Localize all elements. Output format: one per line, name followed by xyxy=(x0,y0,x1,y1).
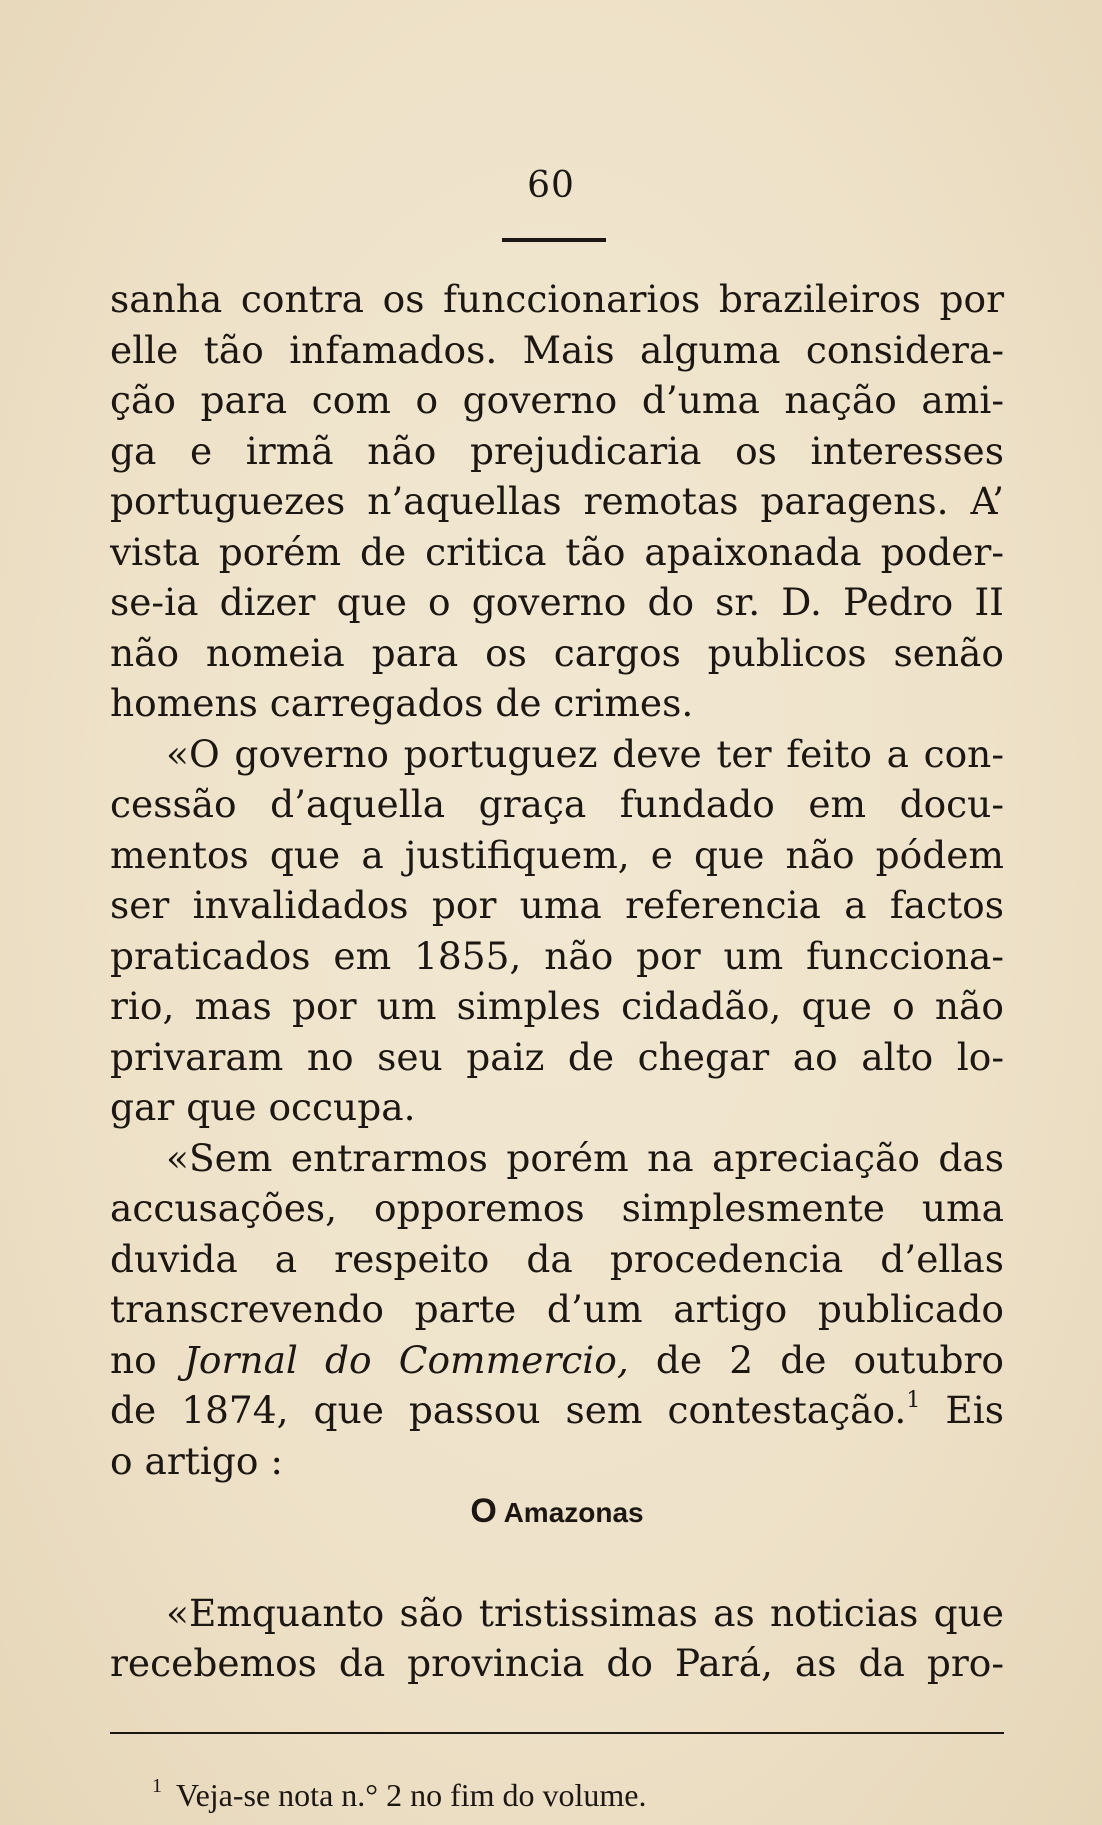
text-line: portuguezes n’aquellas remotas paragens. A’ xyxy=(110,479,1004,523)
text-line: cessão d’aquella graça fundado em docu- xyxy=(110,782,1004,826)
text-line-footnote-ref xyxy=(110,1385,1004,1436)
text-line-journal xyxy=(110,1335,1004,1386)
text-line: transcrevendo parte d’um artigo publicado xyxy=(110,1287,1004,1331)
text-line: privaram no seu paiz de chegar ao alto lo- xyxy=(110,1034,1004,1079)
text-line: gar que occupa. xyxy=(110,1085,416,1129)
text-fragment: de 1874, que passou sem contestação. xyxy=(110,1388,907,1432)
footnote-marker: 1 xyxy=(152,1775,162,1797)
page-body xyxy=(110,274,1004,1689)
text-line: rio, mas por um simples cidadão, que o não xyxy=(110,984,1004,1028)
text-line: vista porém de critica tão apaixonada poder- xyxy=(110,529,1004,574)
paragraph-3 xyxy=(110,1133,1004,1487)
text-line: «Sem entrarmos porém na apreciação das xyxy=(166,1135,1004,1180)
text-line: se-ia dizer que o governo do sr. D. Pedro II xyxy=(110,580,1004,624)
text-line: sanha contra os funccionarios brazileiros por xyxy=(110,277,1004,321)
text-line: o artigo : xyxy=(110,1438,283,1483)
text-fragment: Eis xyxy=(945,1388,1004,1432)
text-line: accusações, opporemos simplesmente uma xyxy=(110,1186,1004,1230)
text-line: ga e irmã não prejudicaria os interesses xyxy=(110,428,1004,473)
footnote-text: Veja-se nota n.° 2 no fim do volume. xyxy=(176,1777,647,1813)
footnote-rule xyxy=(110,1732,1004,1734)
text-line: duvida a respeito da procedencia d’ellas xyxy=(110,1236,1004,1281)
text-line: recebemos da provincia do Pará, as da pro- xyxy=(110,1641,1004,1685)
paragraph-4 xyxy=(110,1588,1004,1689)
text-line: elle tão infamados. Mais alguma considera- xyxy=(110,327,1004,372)
text-fragment: de 2 de outubro xyxy=(655,1337,1005,1382)
journal-title: Jornal do Commercio, xyxy=(183,1337,629,1382)
text-line: praticados em 1855, não por um funcciona- xyxy=(110,933,1004,978)
paragraph-2 xyxy=(110,729,1004,1133)
page-number: 60 xyxy=(527,165,575,206)
text-line: mentos que a justifiquem, e que não pódem xyxy=(110,832,1004,877)
footnote xyxy=(152,1775,646,1815)
section-heading xyxy=(110,1486,1004,1539)
text-line: homens carregados de crimes. xyxy=(110,681,694,725)
text-line: «O governo portuguez deve ter feito a con- xyxy=(166,731,1004,776)
text-line: «Emquanto são tristissimas as noticias que xyxy=(166,1590,1004,1635)
footnote-reference: 1 xyxy=(906,1388,921,1413)
text-line: não nomeia para os cargos publicos senão xyxy=(110,630,1004,675)
heading-text: Amazonas xyxy=(503,1497,644,1528)
text-line: ser invalidados por uma referencia a factos xyxy=(110,883,1004,927)
text-line: ção para com o governo d’uma nação ami- xyxy=(110,378,1004,422)
header-rule xyxy=(502,238,606,242)
heading-initial: O xyxy=(470,1492,497,1530)
paragraph-1 xyxy=(110,274,1004,729)
text-fragment: no xyxy=(110,1337,157,1382)
